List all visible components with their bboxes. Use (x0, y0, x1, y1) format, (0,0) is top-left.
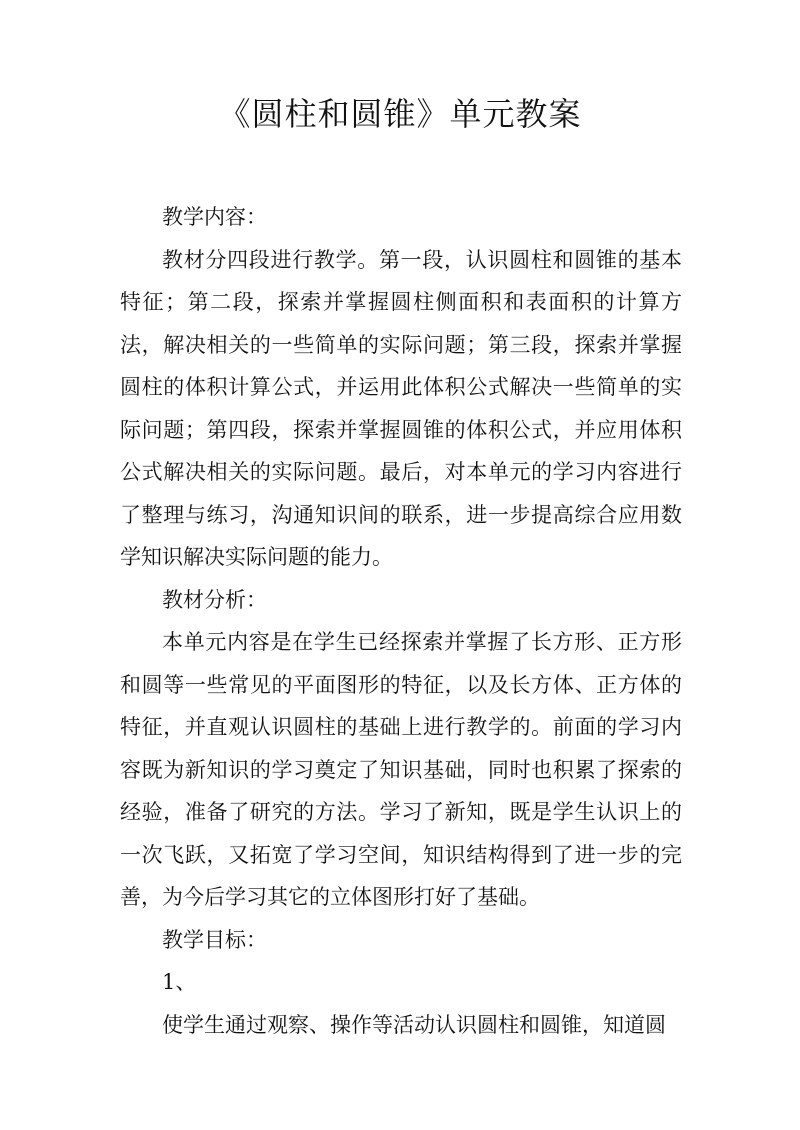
paragraph-teaching-goal-1: 使学生通过观察、操作等活动认识圆柱和圆锥，知道圆 (162, 1012, 666, 1037)
document-body (120, 196, 682, 1046)
document-title: 《圆柱和圆锥》单元教案 (218, 95, 582, 133)
section-heading-teaching-goals: 教学目标： (162, 927, 267, 952)
paragraph-material-analysis: 本单元内容是在学生已经探索并掌握了长方形、正方形和圆等一些常见的平面图形的特征，以及长方体、正方体的特征，并直观认识圆柱的基础上进行教学的。前面的学习内容既为新知识的学习奠定了知识基础，同时也积累了探索的经验，准备了研究的方法。学习了新知，既是学生认识上的一次飞跃，又拓宽了学习空间，知识结构得到了进一步的完善，为今后学习其它的立体图形打好了基础。 (120, 630, 682, 909)
section-heading-teaching-content: 教学内容： (162, 205, 267, 229)
list-item-number: 1、 (162, 970, 197, 994)
section-heading-material-analysis: 教材分析： (162, 587, 267, 612)
paragraph-teaching-content: 教材分四段进行教学。第一段，认识圆柱和圆锥的基本特征；第二段，探索并掌握圆柱侧面积和表面积的计算方法，解决相关的一些简单的实际问题；第三段，探索并掌握圆柱的体积计算公式，并运用此体积公式解决一些简单的实际问题；第四段，探索并掌握圆锥的体积公式，并应用体积公式解决相关的实际问题。最后，对本单元的学习内容进行了整理与练习，沟通知识间的联系，进一步提高综合应用数学知识解决实际问题的能力。 (120, 247, 682, 569)
